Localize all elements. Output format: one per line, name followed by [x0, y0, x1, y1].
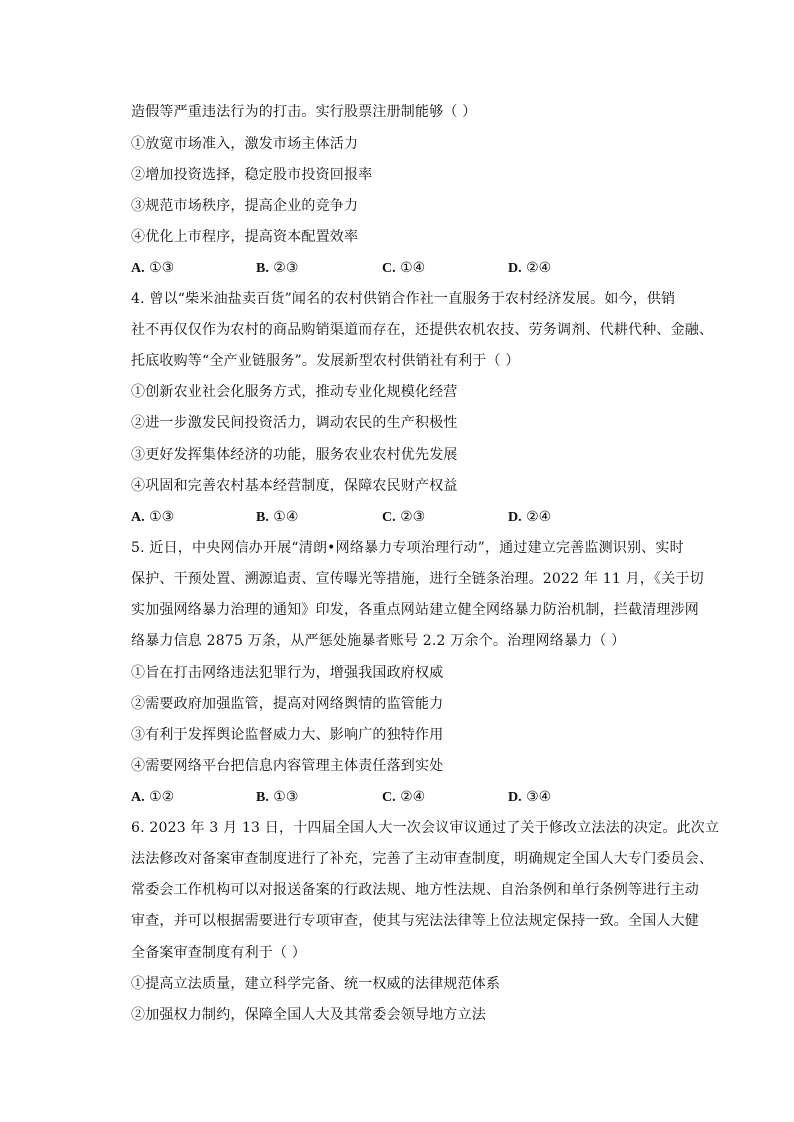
q4-options	[131, 507, 671, 527]
q6-stem-line-5: 全备案审查制度有利于（ ）	[131, 945, 307, 961]
q5-stem-line-2: 保护、干预处置、溯源追责、宣传曝光等措施，进行全链条治理。2022 年 11 月，《关于切	[131, 571, 704, 587]
option-letter: C.	[382, 510, 396, 525]
q6-stem-line-2: 法法修改对备案审查制度进行了补充，完善了主动审查制度，明确规定全国人大专门委员会、	[131, 851, 714, 867]
q5-statement-3: ③有利于发挥舆论监督威力大、影响广的独特作用	[131, 727, 444, 743]
q6-stem-line-4: 审查，并可以根据需要进行专项审查，使其与宪法法律等上位法规定保持一致。全国人大健	[131, 913, 699, 929]
q5-option-c[interactable]	[382, 787, 425, 808]
q4-statement-3: ③更好发挥集体经济的功能，服务农业农村优先发展	[131, 447, 458, 463]
q5-statement-4: ④需要网络平台把信息内容管理主体责任落到实处	[131, 758, 444, 774]
q3-statement-3: ③规范市场秩序，提高企业的竞争力	[131, 198, 359, 214]
q4-statement-4: ④巩固和完善农村基本经营制度，保障农民财产权益	[131, 478, 458, 494]
option-text: ①③	[273, 789, 299, 805]
option-letter: D.	[508, 790, 522, 805]
option-letter: A.	[131, 510, 145, 525]
q3-statement-4: ④优化上市程序，提高资本配置效率	[131, 229, 359, 245]
q3-option-a[interactable]	[131, 258, 174, 279]
q5-option-d[interactable]	[508, 787, 551, 808]
option-text: ①③	[149, 260, 175, 276]
q5-statement-2: ②需要政府加强监管，提高对网络舆情的监管能力	[131, 696, 444, 712]
q4-statement-2: ②进一步激发民间投资活力，调动农民的生产积极性	[131, 415, 458, 431]
q6-statement-1: ①提高立法质量，建立科学完备、统一权威的法律规范体系	[131, 976, 501, 992]
q5-stem-line-1: 5. 近日，中央网信办开展“清朗•网络暴力专项治理行动”，通过建立完善监测识别、实时	[131, 540, 684, 556]
option-letter: B.	[256, 790, 269, 805]
q5-stem-line-3: 实加强网络暴力治理的通知》印发，各重点网站建立健全网络暴力防治机制，拦截清理涉网	[131, 602, 699, 618]
q4-stem-line-3: 托底收购等“全产业链服务”。发展新型农村供销社有利于（ ）	[131, 353, 520, 369]
option-text: ②③	[400, 509, 426, 525]
option-letter: C.	[382, 790, 396, 805]
option-letter: A.	[131, 790, 145, 805]
q4-option-d[interactable]	[508, 507, 551, 528]
q5-options	[131, 787, 671, 807]
q3-options	[131, 258, 671, 278]
option-letter: C.	[382, 261, 396, 276]
option-letter: A.	[131, 261, 145, 276]
option-text: ①④	[400, 260, 426, 276]
q5-stem-line-4: 络暴力信息 2875 万条，从严惩处施暴者账号 2.2 万余个。治理网络暴力（ ）	[131, 633, 626, 649]
q4-option-a[interactable]	[131, 507, 174, 528]
option-text: ②④	[526, 260, 552, 276]
q6-statement-2: ②加强权力制约，保障全国人大及其常委会领导地方立法	[131, 1007, 486, 1023]
q4-stem-line-1: 4. 曾以“柴米油盐卖百货”闻名的农村供销合作社一直服务于农村经济发展。如今，供销	[131, 291, 676, 307]
option-text: ①④	[273, 509, 299, 525]
option-letter: D.	[508, 261, 522, 276]
q3-option-d[interactable]	[508, 258, 551, 279]
q3-option-c[interactable]	[382, 258, 425, 279]
option-text: ②④	[526, 509, 552, 525]
q3-statement-1: ①放宽市场准入，激发市场主体活力	[131, 136, 359, 152]
q5-option-a[interactable]	[131, 787, 174, 808]
q3-statement-2: ②增加投资选择，稳定股市投资回报率	[131, 167, 373, 183]
option-text: ③④	[526, 789, 552, 805]
q5-statement-1: ①旨在打击网络违法犯罪行为，增强我国政府权威	[131, 665, 444, 681]
q4-stem-line-2: 社不再仅仅作为农村的商品购销渠道而存在，还提供农机农技、劳务调剂、代耕代种、金融、	[131, 322, 714, 338]
option-letter: B.	[256, 261, 269, 276]
q3-option-b[interactable]	[256, 258, 298, 279]
q3-stem: 造假等严重违法行为的打击。实行股票注册制能够（ ）	[131, 104, 477, 120]
option-letter: B.	[256, 510, 269, 525]
q4-option-b[interactable]	[256, 507, 298, 528]
option-letter: D.	[508, 510, 522, 525]
option-text: ②④	[400, 789, 426, 805]
q4-option-c[interactable]	[382, 507, 425, 528]
option-text: ②③	[273, 260, 299, 276]
option-text: ①③	[149, 509, 175, 525]
q4-statement-1: ①创新农业社会化服务方式，推动专业化规模化经营	[131, 384, 458, 400]
q6-stem-line-1: 6. 2023 年 3 月 13 日，十四届全国人大一次会议审议通过了关于修改立法法的决定。此次立	[131, 820, 720, 836]
option-text: ①②	[149, 789, 175, 805]
q6-stem-line-3: 常委会工作机构可以对报送备案的行政法规、地方性法规、自治条例和单行条例等进行主动	[131, 882, 699, 898]
q5-option-b[interactable]	[256, 787, 298, 808]
